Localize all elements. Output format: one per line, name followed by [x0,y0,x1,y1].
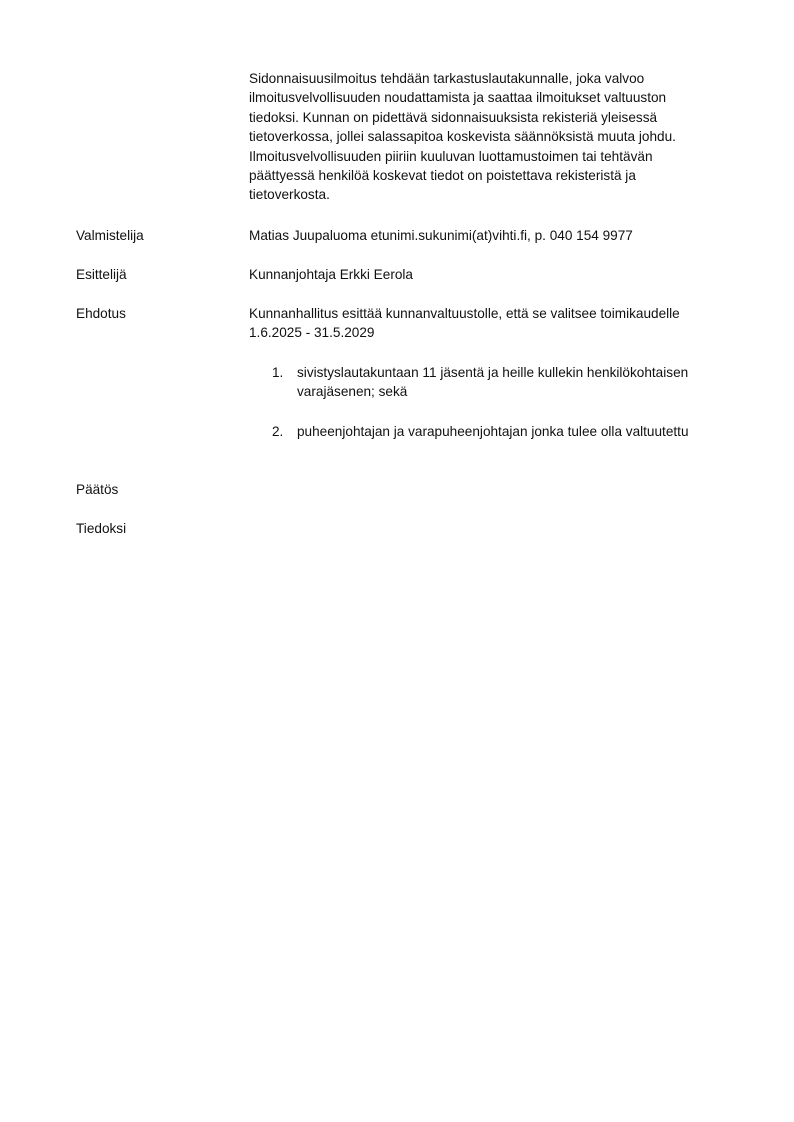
valmistelija-value: Matias Juupaluoma etunimi.sukunimi(at)vihti.fi, p. 040 154 9977 [249,228,633,243]
list-item-text: sivistyslautakuntaan 11 jäsentä ja heille kullekin henkilökohtaisen varajäsenen; sekä [297,365,689,400]
esittelija-label: Esittelijä [76,267,127,282]
proposal-list-item-1 [272,363,742,403]
list-item-text: puheenjohtajan ja varapuheenjohtajan jonka tulee olla valtuutettu [297,424,689,439]
tiedoksi-label: Tiedoksi [76,521,127,536]
valmistelija-label: Valmistelija [76,228,144,243]
list-item-number: 1. [272,365,284,380]
proposal-list-item-2 [272,422,742,442]
esittelija-value: Kunnanjohtaja Erkki Eerola [249,267,413,282]
ehdotus-label: Ehdotus [76,306,126,321]
paatos-label: Päätös [76,482,119,497]
intro-paragraph: Sidonnaisuusilmoitus tehdään tarkastuslautakunnalle, joka valvoo ilmoitusvelvollisuuden noudattamista ja saattaa ilmoitukset valtuuston tiedoksi. Kunnan on pidettävä sidonnaisuuksista rekisteriä yleisessä tietoverkossa, jollei salassapitoa koskevista säännöksistä muuta johdu. Ilmoitusvelvollisuuden piiriin kuuluvan luottamustoimen tai tehtävän päättyessä henkilöä koskevat tiedot on poistettava rekisteristä ja tietoverkosta. [249,71,676,203]
list-item-number: 2. [272,424,284,439]
ehdotus-text: Kunnanhallitus esittää kunnanvaltuustolle, että se valitsee toimikaudelle 1.6.2025 - 31.5.2029 [249,306,680,341]
